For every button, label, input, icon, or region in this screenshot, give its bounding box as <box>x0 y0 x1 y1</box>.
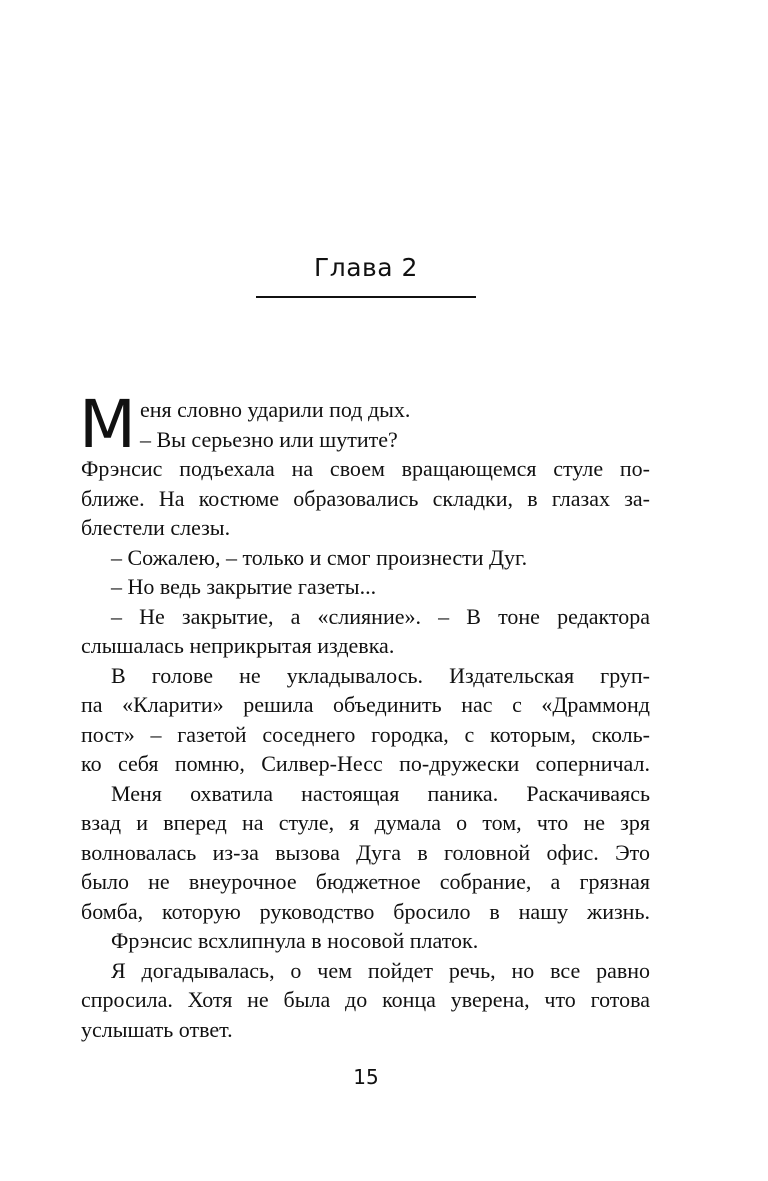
drop-cap: М <box>79 386 136 463</box>
text-line: ближе. На костюме образовались складки, в глазах за- <box>81 485 650 511</box>
text-line: блестели слезы. <box>81 515 231 540</box>
text-line: пост» – газетой соседнего городка, с которым, сколь- <box>81 721 650 747</box>
text-line: – Вы серьезно или шутите? <box>139 426 398 452</box>
text-line: В голове не укладывалось. Издательская груп- <box>111 662 650 688</box>
text-line: взад и вперед на стуле, я думала о том, что не зря <box>81 810 650 835</box>
chapter-title: Глава 2 <box>314 253 418 282</box>
text-line: спросила. Хотя не была до конца уверена, что готова <box>81 987 650 1012</box>
body-text <box>79 386 650 1044</box>
text-line: ко себя помню, Силвер-Несс по-дружески соперничал. <box>81 751 650 776</box>
page-number: 15 <box>353 1065 379 1089</box>
text-line: па «Кларити» решила объединить нас с «Драммонд <box>81 692 650 717</box>
text-line: еня словно ударили под дых. <box>139 397 411 422</box>
text-line: было не внеурочное бюджетное собрание, а грязная <box>81 869 650 894</box>
text-line: Я догадывалась, о чем пойдет речь, но все равно <box>111 957 650 983</box>
text-line: Фрэнсис подъехала на своем вращающемся стуле по- <box>81 456 650 481</box>
text-line: Меня охватила настоящая паника. Раскачиваясь <box>111 780 650 806</box>
text-line: волновалась из-за вызова Дуга в головной офис. Это <box>81 839 650 865</box>
text-line: – Сожалею, – только и смог произнести Дуг. <box>111 544 528 570</box>
text-line: – Но ведь закрытие газеты... <box>111 574 377 599</box>
text-line: слышалась неприкрытая издевка. <box>81 633 395 658</box>
text-line: Фрэнсис всхлипнула в носовой платок. <box>111 928 479 953</box>
text-line: бомба, которую руководство бросило в нашу жизнь. <box>81 898 650 924</box>
opening-paragraph <box>79 386 650 463</box>
text-line: услышать ответ. <box>81 1016 233 1042</box>
text-line: – Не закрытие, а «слияние». – В тоне редактора <box>111 603 650 629</box>
chapter-title-underline <box>256 296 476 298</box>
